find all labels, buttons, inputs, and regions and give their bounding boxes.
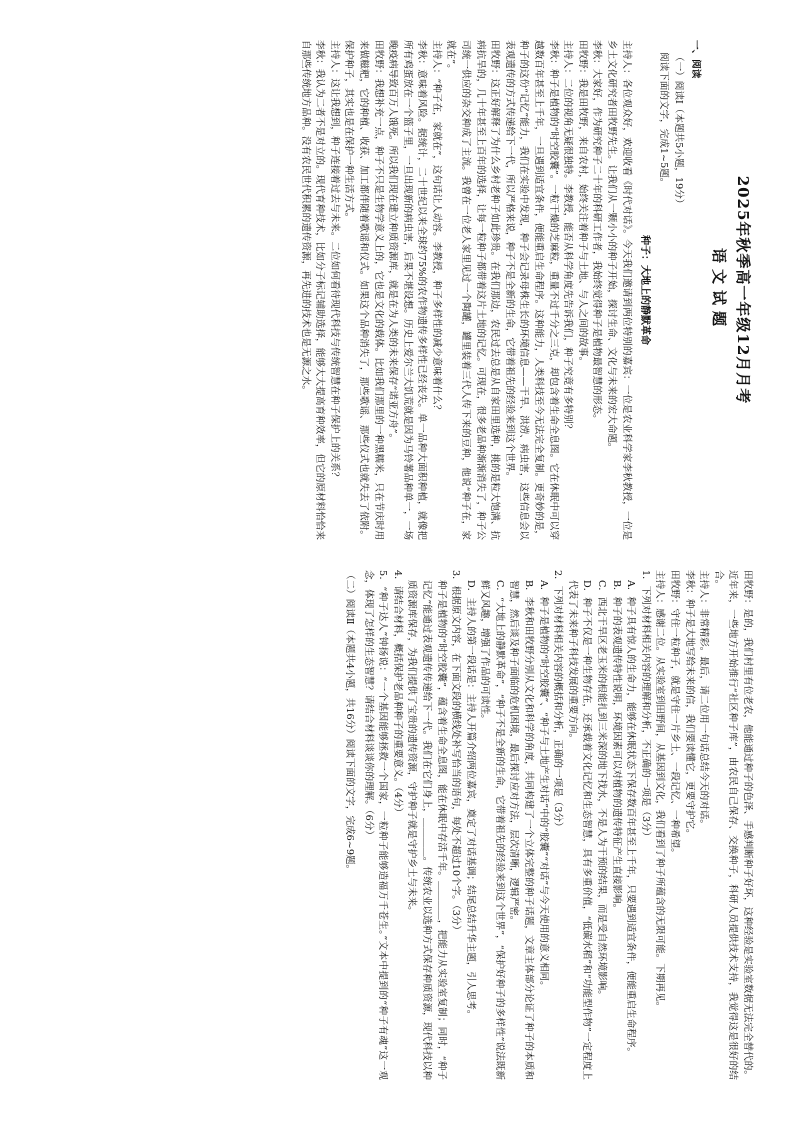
question-option: A．种子是植物的“时空胶囊”、“种子与土地产生对话”中的“胶囊”“对话”与今天使用的意义相同。 (537, 580, 549, 991)
article-paragraph: 主持人：二位的视角无疑很独特。李教授，能否从科学角度先告诉我们，种子究竟有多特别？ (562, 40, 574, 434)
question-stem: 1．下列对材料相关内容的理解和分析，不正确的一项是（3分） (639, 570, 651, 842)
right-column (29, 570, 754, 1080)
question-stem: 4．请结合材料，概括保护老品种种子的重要意义。（4分） (391, 570, 403, 818)
question-1 (564, 570, 652, 1080)
article-title: 种子：大地上的静默革命 (639, 235, 651, 345)
question-stem: 2．下列对材料相关内容的概括和分析，正确的一项是（3分） (552, 570, 564, 832)
exam-title: 2025年秋季高一年级12月月考 (734, 175, 752, 405)
article-paragraph: 主持人：各位观众好，欢迎收看《时代对话》。今天我们邀请到两位特别的嘉宾：一位是农业科学家李秋教授，一位是乡土文化研究者田牧野先生。让我们从一颗小小的种子开始，探讨生命、文化与未来的宏大命题。 (606, 40, 632, 540)
article-paragraph: 田牧野：是的，我们村里有位老农，他能通过种子的色泽、手感判断种子好坏，这种经验是实验室数据无法完全替代的。近年来，一些地方开始推行“社区种子库”，由农民自己保存、交换种子，科研人员提供技术支持，我觉得这是很好的结合。 (712, 570, 753, 1080)
article-paragraph: 主持人：这让我想到，种子连接着过去与未来。二位如何看待现代科技与传统智慧在种子保护上的关系？ (328, 40, 340, 482)
exam-subtitle: 语文试题 (710, 247, 728, 332)
question-option: D．种子不仅是一种生物存在，还承载着文化记忆和生态智慧，具有多重价值，“低碳水稻”和“功能型作物”一定程度上代表了未来种子科技发展的重要方向。 (566, 580, 593, 1080)
article-paragraph: 田牧野：这正好解释了为什么乡村老种子如此珍贵。在我们那边，农民过去总是从自家田里选种，挑的是粒大饱满、抗病抗旱的，几十年甚至上百年的选择，让每一粒种子都带着这片土地的记忆。可现在，很多老品种渐渐消失了，种子公司统一供应的杂交种成了主流。我曾在一位老人家里见过一个陶罐，罐里装着三代人传下来的豆种，他说“种子在，家就在”。 (445, 40, 501, 540)
article-paragraph: 田牧野：我是田牧野，来自农村，始终关注着种子与土地、与人之间的故事。 (576, 40, 588, 367)
section2-heading: （二）阅读Ⅱ（本题共4小题，共16分）阅读下面的文字，完成6~9题。 (343, 570, 355, 875)
question-4 (389, 570, 404, 1080)
instruction-text: 阅读下面的文字，完成1~5题。 (657, 52, 669, 188)
questions-block (360, 570, 652, 1080)
article-paragraph: 田牧野：我想补充一点，种子不只是生物学意义上的，它也是文化的载体。比如我们那里的一种黑糯米，只在节庆时用来做糍粑，它的种植、收获、加工都伴随着歌谣和仪式。如果这个品种消失了，那些歌谣、那些仪式也就失去了依附。保护种子，其实也是在保护一种生活方式。 (343, 40, 384, 540)
article-paragraph: 主持人：“种子在，家就在”，这句话让人动容。李教授，种子多样性的减少意味着什么？ (430, 40, 442, 415)
section-heading: 一、阅读 (690, 40, 701, 79)
article-paragraph: 主持人：感谢二位。从实验室到田野间，从基因到文化，我们看到了种子所蕴含的无限可能。下期再见。 (654, 570, 666, 1012)
question-option: A．种子具有惊人的生命力，能够在休眠状态下保存数百年甚至上千年，只要遇到适宜条件，便能重启生命程序。 (625, 580, 637, 1058)
article-paragraph: 李秋：我认为二者不是对立的。现代育种技术，比如分子标记辅助选择，能够大大提高育种效率，但它的原材料恰恰来自那些传统地方品种。没有农民世代积累的遗传资源，再先进的技术也是无源之水。 (299, 40, 326, 540)
question-stem: 5．“种子达人”钟扬说：“一个基因能够拯救一个国家，一粒种子能够造福万千苍生。”文本中提到的“种子有魂”这一观念，体现了怎样的生态智慧？请结合材料谈谈你的理解。（6分） (362, 570, 389, 1080)
question-option: C．西北干旱区老玉米的根能扎到三米深的地下找水，不是人为干预的结果，而是受自然环境影响。 (596, 580, 608, 1000)
left-column (29, 40, 754, 540)
article-paragraph: 李秋：种子是植物的“时空胶囊”。一粒干燥的芝麻粒，重量不过千分之三克，却包含着生命全息图。它在休眠中可以穿越数百年甚至上千年，一旦遇到适宜条件，便能重启生命程序。这种能力，人类科技至今无法完全复制。更奇妙的是，种子的这份“记忆”能力，我们在实验中发现，种子会记录母株生长的环境信息——干旱、洪涝、病虫害，这些信息会以表观遗传的方式传递给下一代，所以严格来说，种子不是全新的生命，它带着祖先的经验来到这个世界。 (503, 40, 559, 540)
article-body-right (652, 570, 754, 1080)
question-3 (404, 570, 462, 1080)
question-5 (360, 570, 389, 1080)
question-option: B．种子的表观遗传特性说明，环境因素可以对植物的遗传特征产生直接影响。 (610, 580, 622, 914)
question-body: 种子是植物的“时空胶囊”，蕴含着生命全息图，能在休眠中存活千年。＿＿＿＿，把能力从实验室复制；同时，“种子记忆”能通过表观遗传传递给下一代。我们在它们身上，＿＿＿＿。传统农业以选种方式保存种质资源，现代科技以种质资源库保存，为我们提供了宝贵的遗传资源，守护种子就是守护乡土与未来。 (406, 580, 447, 1080)
question-stem: 3．根据原文内容，在下面文段的横线处补写恰当的语句，每处不超过10个字。（3分） (450, 570, 462, 935)
article-paragraph: 李秋：大家好，作为研究种子二十年的科研工作者，我始终觉得种子是植物最智慧的形态。 (591, 40, 603, 424)
question-option: B．李秋和田牧野分别从文化和科学的角度，共同构建了一个立体完整的种子话题，文章主体部分论证了种子的本质和智慧，然后谈及种子面临的危机困境，最后探讨应对方法，层次清晰，逻辑严密。 (508, 580, 535, 1080)
article-paragraph: 李秋：意味着风险。据统计，二十世纪以来全球约75%的农作物遗传多样性已经丧失。单一品种大面积种植，就像把所有鸡蛋放在一个篮子里，一旦出现新的病虫害，后果不堪设想。历史上爱尔兰大饥荒就是因为马铃薯品种单一，一场晚疫病导致百万人饿死。所以我们现在建立种质资源库，就是在为人类的未来保存“诺亚方舟”。 (387, 40, 428, 540)
question-option: C．“大地上的静默革命”，“种子不是全新的生命，它带着祖先的经验来到这个世界”，“保护好种子的多样性”说法既新鲜又风趣，增强了作品的可读性。 (479, 580, 505, 1080)
question-option: D．主持人的第一段话是：主持人开篇介绍两位嘉宾，奠定了对话基调；结尾总结升华主题，引人思考。 (464, 580, 476, 1020)
article-body-left (297, 40, 633, 540)
subsection-heading: （一）阅读Ⅰ（本题共5小题，19分） (673, 52, 685, 209)
article-paragraph: 田牧野：守住一粒种子，就是守住一片乡土、一段记忆、一种希望。 (669, 570, 681, 858)
article-paragraph: 主持人：非常精彩。最后，请二位用一句话总结今天的对话。 (698, 570, 710, 830)
question-2 (462, 570, 564, 1080)
article-paragraph: 李秋：种子是大地写给未来的信，我们要读懂它，更要守护它。 (683, 570, 695, 839)
